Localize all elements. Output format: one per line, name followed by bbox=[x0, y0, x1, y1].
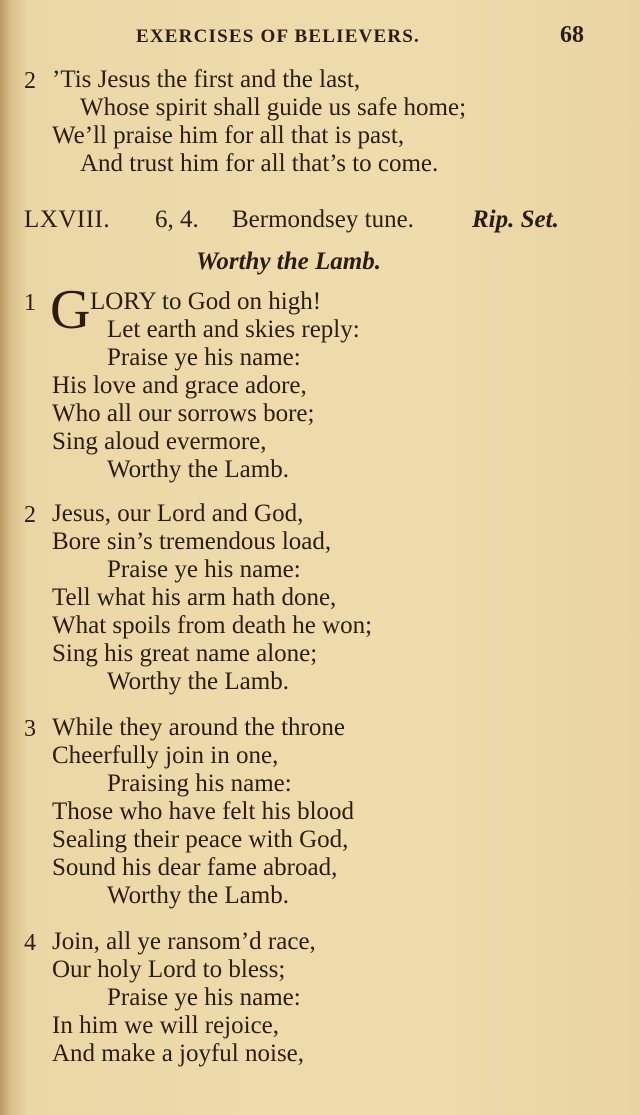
verse-line: Who all our sorrows bore; bbox=[52, 400, 315, 427]
verse-line: ’Tis Jesus the first and the last, bbox=[52, 66, 361, 93]
verse-line: Whose spirit shall guide us safe home; bbox=[80, 94, 467, 121]
verse-line: Worthy the Lamb. bbox=[107, 668, 289, 695]
verse-line: Cheerfully join in one, bbox=[52, 742, 279, 769]
hymn-meter: 6, 4. bbox=[155, 206, 199, 233]
verse-line: Bore sin’s tremendous load, bbox=[52, 528, 332, 555]
hymn-number: LXVIII. bbox=[24, 206, 111, 233]
verse-line: LORY to God on high! bbox=[90, 288, 322, 315]
verse-line: His love and grace adore, bbox=[52, 372, 307, 399]
stanza-number: 1 bbox=[24, 290, 36, 316]
stanza-number: 4 bbox=[24, 930, 36, 956]
verse-line: Worthy the Lamb. bbox=[107, 882, 289, 909]
verse-line: And trust him for all that’s to come. bbox=[80, 150, 439, 177]
stanza-number: 2 bbox=[24, 502, 36, 528]
verse-line: Sing aloud evermore, bbox=[52, 428, 267, 455]
page-header bbox=[0, 22, 640, 54]
verse-line: Those who have felt his blood bbox=[52, 798, 355, 825]
page-number: 68 bbox=[560, 22, 584, 48]
hymn-heading bbox=[0, 206, 640, 238]
verse-line: While they around the throne bbox=[52, 714, 345, 741]
verse-line: Praise ye his name: bbox=[107, 984, 301, 1011]
stanza-number: 2 bbox=[24, 68, 36, 94]
verse-line: Our holy Lord to bless; bbox=[52, 956, 286, 983]
running-head: EXERCISES OF BELIEVERS. bbox=[136, 26, 421, 47]
verse-line: Praise ye his name: bbox=[107, 556, 301, 583]
verse-line: We’ll praise him for all that is past, bbox=[52, 122, 405, 149]
verse-line: Worthy the Lamb. bbox=[107, 456, 289, 483]
hymn-tune: Bermondsey tune. bbox=[232, 206, 414, 233]
drop-cap: G bbox=[50, 279, 91, 341]
verse-line: Praising his name: bbox=[107, 770, 292, 797]
stanza-number: 3 bbox=[24, 716, 36, 742]
verse-line: Sealing their peace with God, bbox=[52, 826, 349, 853]
hymn-attribution: Rip. Set. bbox=[472, 206, 559, 233]
verse-line: Let earth and skies reply: bbox=[107, 316, 360, 343]
verse-line: And make a joyful noise, bbox=[52, 1040, 305, 1067]
verse-line: Praise ye his name: bbox=[107, 344, 301, 371]
verse-line: In him we will rejoice, bbox=[52, 1012, 280, 1039]
hymn-title: Worthy the Lamb. bbox=[196, 248, 381, 275]
verse-line: Join, all ye ransom’d race, bbox=[52, 928, 316, 955]
verse-line: Sing his great name alone; bbox=[52, 640, 318, 667]
verse-line: What spoils from death he won; bbox=[52, 612, 373, 639]
verse-line: Sound his dear fame abroad, bbox=[52, 854, 338, 881]
verse-line: Tell what his arm hath done, bbox=[52, 584, 337, 611]
verse-line: Jesus, our Lord and God, bbox=[52, 500, 304, 527]
